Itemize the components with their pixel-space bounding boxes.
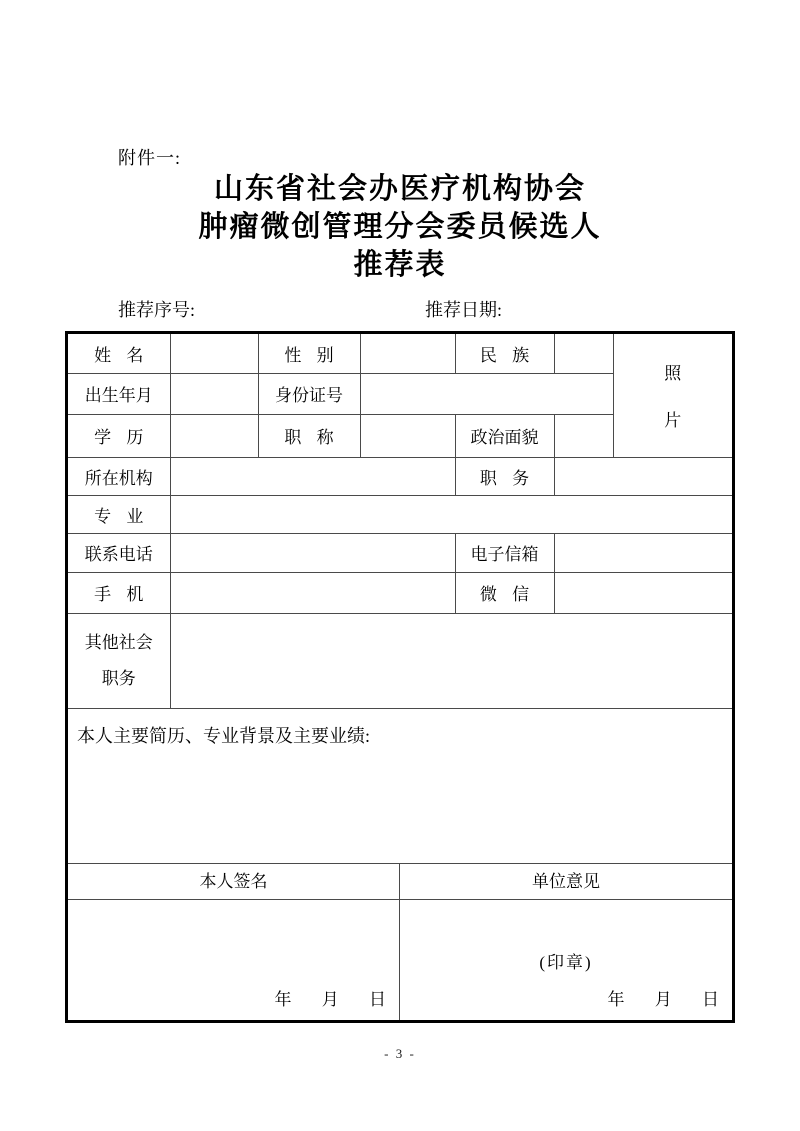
education-label: 学 历 <box>68 414 170 457</box>
signature-section <box>68 863 732 1020</box>
specialty-label: 专 业 <box>68 495 170 533</box>
self-signature-cell <box>68 900 400 1020</box>
other-positions-value-cell <box>170 613 732 708</box>
other-positions-label-line1: 其他社会 <box>84 632 153 652</box>
ethnicity-value-cell <box>554 334 613 373</box>
resume-header: 本人主要简历、专业背景及主要业绩: <box>77 726 370 746</box>
birth-date-value-cell <box>170 373 258 414</box>
photo-label-line2: 片 <box>664 411 682 431</box>
email-label: 电子信箱 <box>455 533 554 572</box>
mobile-label: 手 机 <box>68 572 170 613</box>
ethnicity-label: 民 族 <box>455 334 554 373</box>
education-value-cell <box>170 414 258 457</box>
other-positions-label <box>68 613 170 708</box>
name-value-cell <box>170 334 258 373</box>
gender-value-cell <box>360 334 455 373</box>
title-line-1: 山东省社会办医疗机构协会 <box>213 173 586 205</box>
photo-cell <box>613 334 732 457</box>
position-label: 职 务 <box>455 457 554 495</box>
resume-section <box>68 708 732 863</box>
institution-label: 所在机构 <box>68 457 170 495</box>
prof-title-value-cell <box>360 414 455 457</box>
mobile-value-cell <box>170 572 455 613</box>
name-label: 姓 名 <box>68 334 170 373</box>
page-number: - 3 - <box>384 1046 416 1061</box>
phone-value-cell <box>170 533 455 572</box>
specialty-value-cell <box>170 495 732 533</box>
political-status-value-cell <box>554 414 613 457</box>
phone-label: 联系电话 <box>68 533 170 572</box>
id-number-value-cell <box>360 373 613 414</box>
birth-date-label: 出生年月 <box>68 373 170 414</box>
unit-opinion-header: 单位意见 <box>400 864 732 900</box>
seal-placeholder: (印章) <box>539 953 593 972</box>
wechat-label: 微 信 <box>455 572 554 613</box>
other-positions-label-line2: 职务 <box>101 668 136 688</box>
institution-value-cell <box>170 457 455 495</box>
title-line-2: 肿瘤微创管理分会委员候选人 <box>198 211 602 243</box>
recommendation-serial-label: 推荐序号: <box>118 300 196 320</box>
wechat-value-cell <box>554 572 732 613</box>
recommendation-date-label: 推荐日期: <box>425 300 503 320</box>
recommendation-form <box>65 331 735 1023</box>
prof-title-label: 职 称 <box>258 414 360 457</box>
self-signature-header: 本人签名 <box>68 864 400 900</box>
self-signature-date-line: 年 月 日 <box>274 990 386 1009</box>
unit-opinion-cell <box>400 900 732 1020</box>
gender-label: 性 别 <box>258 334 360 373</box>
political-status-label: 政治面貌 <box>455 414 554 457</box>
unit-opinion-date-line: 年 月 日 <box>607 990 719 1009</box>
title-line-3: 推荐表 <box>353 249 447 281</box>
position-value-cell <box>554 457 732 495</box>
photo-label-line1: 照 <box>664 364 682 384</box>
id-number-label: 身份证号 <box>258 373 360 414</box>
candidate-info-table <box>68 334 732 708</box>
email-value-cell <box>554 533 732 572</box>
document-title <box>0 170 800 284</box>
attachment-label: 附件一: <box>118 148 182 168</box>
